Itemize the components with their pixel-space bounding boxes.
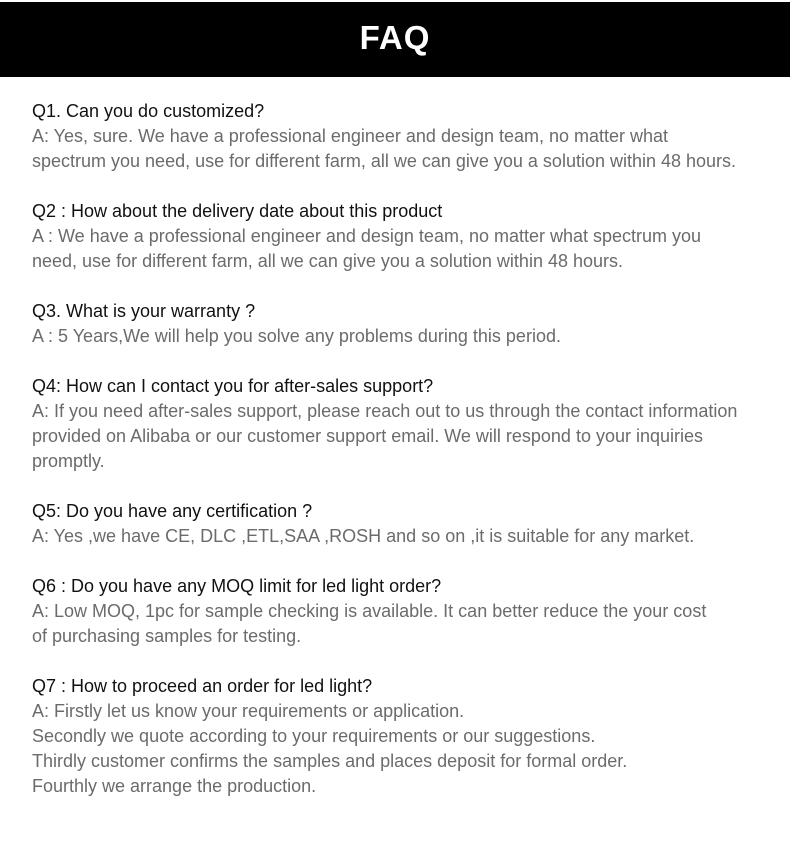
- answer-line: A: Yes, sure. We have a professional engineer and design team, no matter what: [32, 126, 669, 146]
- faq-answer: [32, 224, 782, 274]
- faq-item-q4: [32, 374, 782, 474]
- answer-line: provided on Alibaba or our customer support email. We will respond to your inquiries: [32, 426, 704, 446]
- faq-list: [32, 99, 782, 799]
- answer-line: A: If you need after-sales support, please reach out to us through the contact information: [32, 401, 738, 421]
- answer-line: A: Low MOQ, 1pc for sample checking is available. It can better reduce the your cost: [32, 601, 707, 621]
- answer-line: A : 5 Years,We will help you solve any problems during this period.: [32, 326, 561, 346]
- answer-line: of purchasing samples for testing.: [32, 626, 302, 646]
- faq-item-q2: [32, 199, 782, 274]
- faq-answer: [32, 524, 782, 549]
- faq-question: Q1. Can you do customized?: [32, 101, 265, 121]
- answer-line: A: Yes ,we have CE, DLC ,ETL,SAA ,ROSH and so on ,it is suitable for any market.: [32, 526, 695, 546]
- page-title: FAQ: [359, 19, 431, 56]
- faq-question: Q4: How can I contact you for after-sales support?: [32, 376, 434, 396]
- faq-question: Q7 : How to proceed an order for led light?: [32, 676, 373, 696]
- answer-line: need, use for different farm, all we can give you a solution within 48 hours.: [32, 251, 624, 271]
- faq-question: Q6 : Do you have any MOQ limit for led light order?: [32, 576, 442, 596]
- faq-answer: [32, 124, 782, 174]
- faq-item-q5: [32, 499, 782, 549]
- answer-line: A : We have a professional engineer and design team, no matter what spectrum you: [32, 226, 702, 246]
- faq-question: Q5: Do you have any certification ?: [32, 501, 313, 521]
- faq-question: Q2 : How about the delivery date about this product: [32, 201, 443, 221]
- faq-answer: [32, 699, 782, 799]
- faq-item-q3: [32, 299, 782, 349]
- faq-question: Q3. What is your warranty ?: [32, 301, 256, 321]
- answer-line: Secondly we quote according to your requirements or our suggestions.: [32, 726, 596, 746]
- answer-line: promptly.: [32, 451, 105, 471]
- answer-line: spectrum you need, use for different farm, all we can give you a solution within 48 hours.: [32, 151, 737, 171]
- faq-answer: [32, 399, 782, 474]
- faq-item-q7: [32, 674, 782, 799]
- faq-item-q1: [32, 99, 782, 174]
- answer-line: Thirdly customer confirms the samples and places deposit for formal order.: [32, 751, 628, 771]
- answer-line: A: Firstly let us know your requirements or application.: [32, 701, 465, 721]
- faq-answer: [32, 324, 782, 349]
- answer-line: Fourthly we arrange the production.: [32, 776, 317, 796]
- faq-header: [0, 2, 790, 77]
- faq-item-q6: [32, 574, 782, 649]
- faq-answer: [32, 599, 782, 649]
